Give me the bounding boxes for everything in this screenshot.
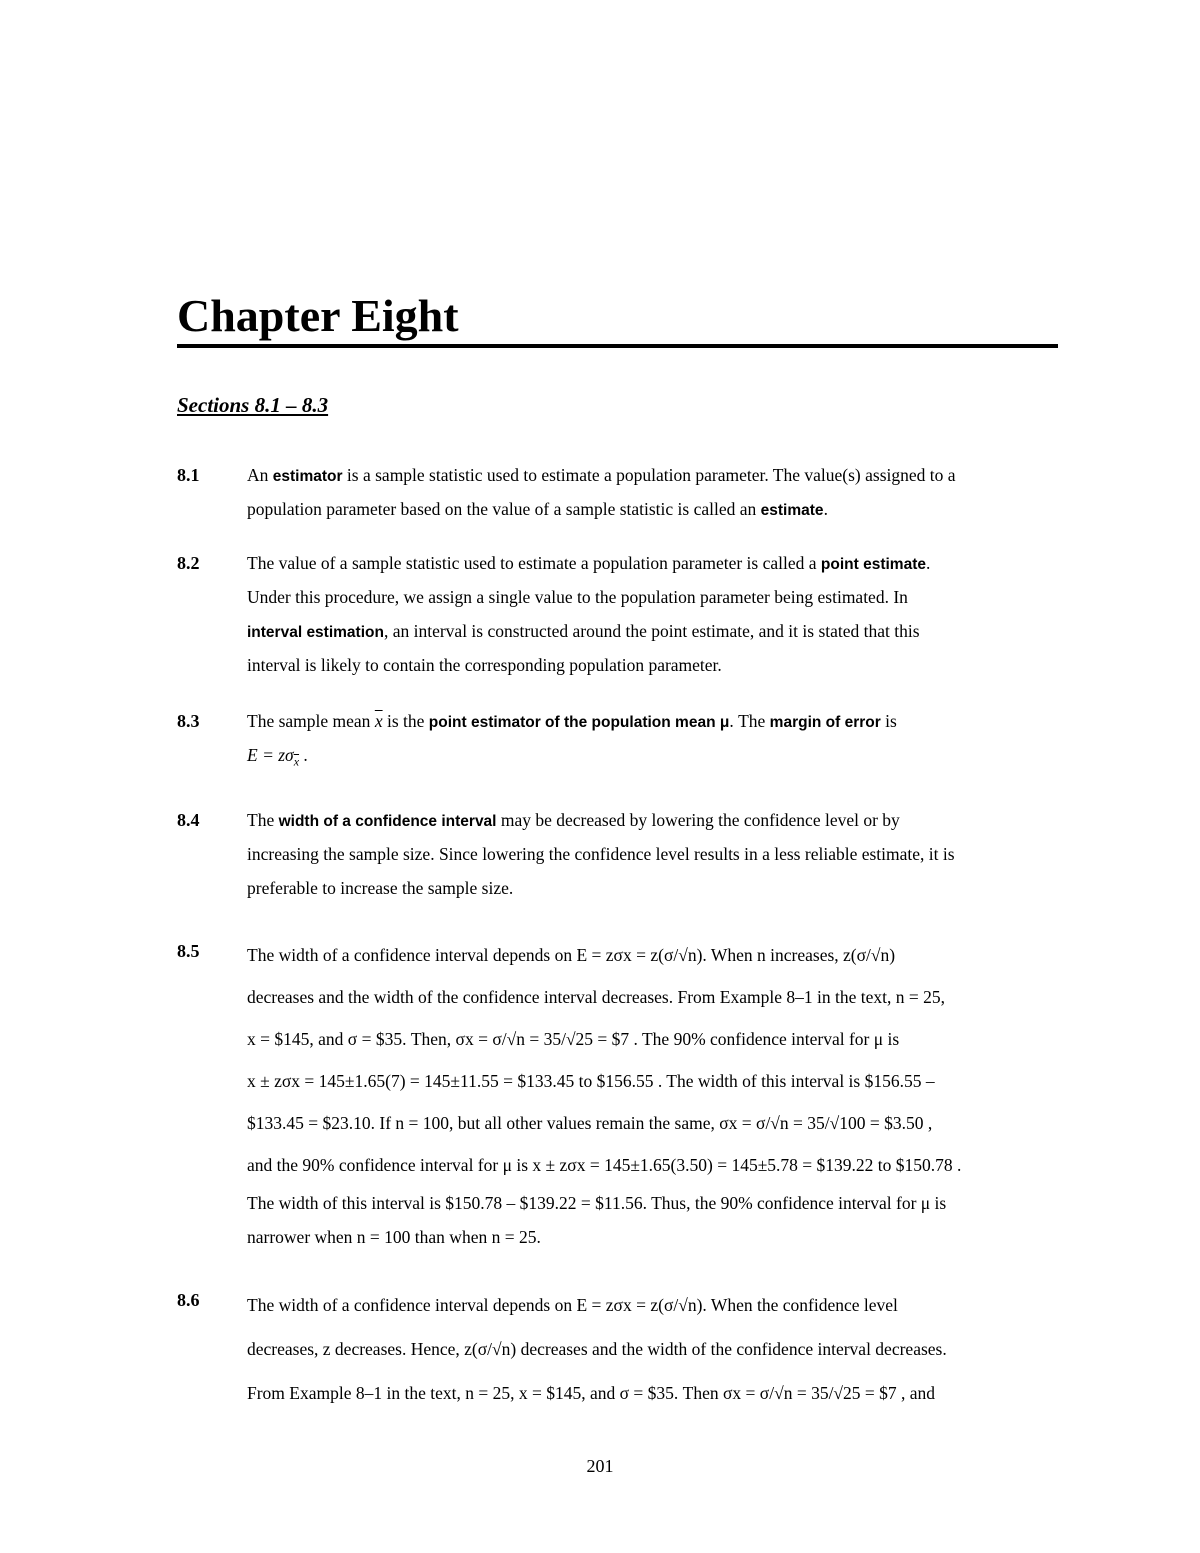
text-line: decreases, z decreases. Hence, z(σ/√n) decreases and the width of the confidence interval decreases.	[247, 1339, 947, 1359]
term-point-estimator: point estimator of the population mean μ	[428, 714, 730, 731]
problem-text	[247, 1283, 1077, 1415]
problem-text	[247, 934, 1077, 1254]
text-line: increasing the sample size. Since lowering the confidence level results in a less reliable estimate, it is	[247, 844, 955, 864]
text-line: preferable to increase the sample size.	[247, 878, 514, 898]
problem-text	[247, 704, 1077, 772]
problem-number: 8.5	[177, 941, 200, 961]
problem-number: 8.4	[177, 810, 200, 830]
text-line: $133.45 = $23.10. If n = 100, but all other values remain the same, σx = σ/√n = 35/√100 = $3.50 ,	[247, 1113, 933, 1133]
problem-text	[247, 803, 1077, 905]
problem-text	[247, 458, 1077, 526]
problem-text	[247, 546, 1077, 682]
text: may be decreased by lowering the confidence level or by	[496, 810, 900, 830]
problem-number: 8.6	[177, 1290, 200, 1310]
text: The value of a sample statistic used to estimate a population parameter is called a	[247, 553, 821, 573]
text: is the	[382, 711, 429, 731]
math-margin-formula: E = zσ	[247, 745, 294, 765]
text: .	[925, 553, 931, 573]
text: The	[247, 810, 279, 830]
text-line: From Example 8–1 in the text, n = 25, x = $145, and σ = $35. Then σx = σ/√n = 35/√25 = $7 , and	[247, 1383, 936, 1403]
problem-number: 8.2	[177, 553, 200, 573]
term-width-confidence-interval: width of a confidence interval	[278, 813, 497, 830]
term-estimator: estimator	[272, 468, 343, 485]
term-point-estimate: point estimate	[820, 556, 926, 573]
text-line: The width of a confidence interval depends on E = zσx = z(σ/√n). When the confidence level	[247, 1295, 898, 1315]
text-line: x = $145, and σ = $35. Then, σx = σ/√n = 35/√25 = $7 . The 90% confidence interval for μ is	[247, 1029, 900, 1049]
term-interval-estimation: interval estimation	[247, 624, 384, 641]
text: An	[247, 465, 273, 485]
term-margin-of-error: margin of error	[769, 714, 881, 731]
text-line: and the 90% confidence interval for μ is x ± zσx = 145±1.65(3.50) = 145±5.78 = $139.22 to $150.78 .	[247, 1155, 962, 1175]
text-line: Under this procedure, we assign a single value to the population parameter being estimated. In	[247, 587, 908, 607]
text-line: narrower when n = 100 than when n = 25.	[247, 1227, 541, 1247]
term-estimate: estimate	[760, 502, 824, 519]
text: population parameter based on the value of a sample statistic is called an	[247, 499, 761, 519]
text: .	[823, 499, 828, 519]
text-line: The width of a confidence interval depends on E = zσx = z(σ/√n). When n increases, z(σ/√n)	[247, 945, 896, 965]
text-line: x ± zσx = 145±1.65(7) = 145±11.55 = $133.45 to $156.55 . The width of this interval is $156.55 –	[247, 1071, 935, 1091]
problem-number: 8.1	[177, 465, 200, 485]
text: , an interval is constructed around the point estimate, and it is stated that this	[383, 621, 920, 641]
math-xbar: $\overline{x}$	[374, 711, 383, 731]
text-line: The width of this interval is $150.78 – $139.22 = $11.56. Thus, the 90% confidence interval for μ is	[247, 1193, 947, 1213]
text-line: decreases and the width of the confidence interval decreases. From Example 8–1 in the text, n = 25,	[247, 987, 945, 1007]
section-heading: Sections 8.1 – 8.3	[177, 393, 329, 417]
chapter-title: Chapter Eight	[177, 288, 1058, 348]
text: The sample mean	[247, 711, 375, 731]
math-subscript: x	[293, 754, 300, 769]
text: .	[299, 745, 308, 765]
text: . The	[729, 711, 770, 731]
problem-number: 8.3	[177, 711, 200, 731]
text: is	[880, 711, 897, 731]
page-number: 201	[586, 1456, 614, 1476]
text-line: interval is likely to contain the corresponding population parameter.	[247, 655, 722, 675]
text: is a sample statistic used to estimate a population parameter. The value(s) assigned to a	[342, 465, 956, 485]
